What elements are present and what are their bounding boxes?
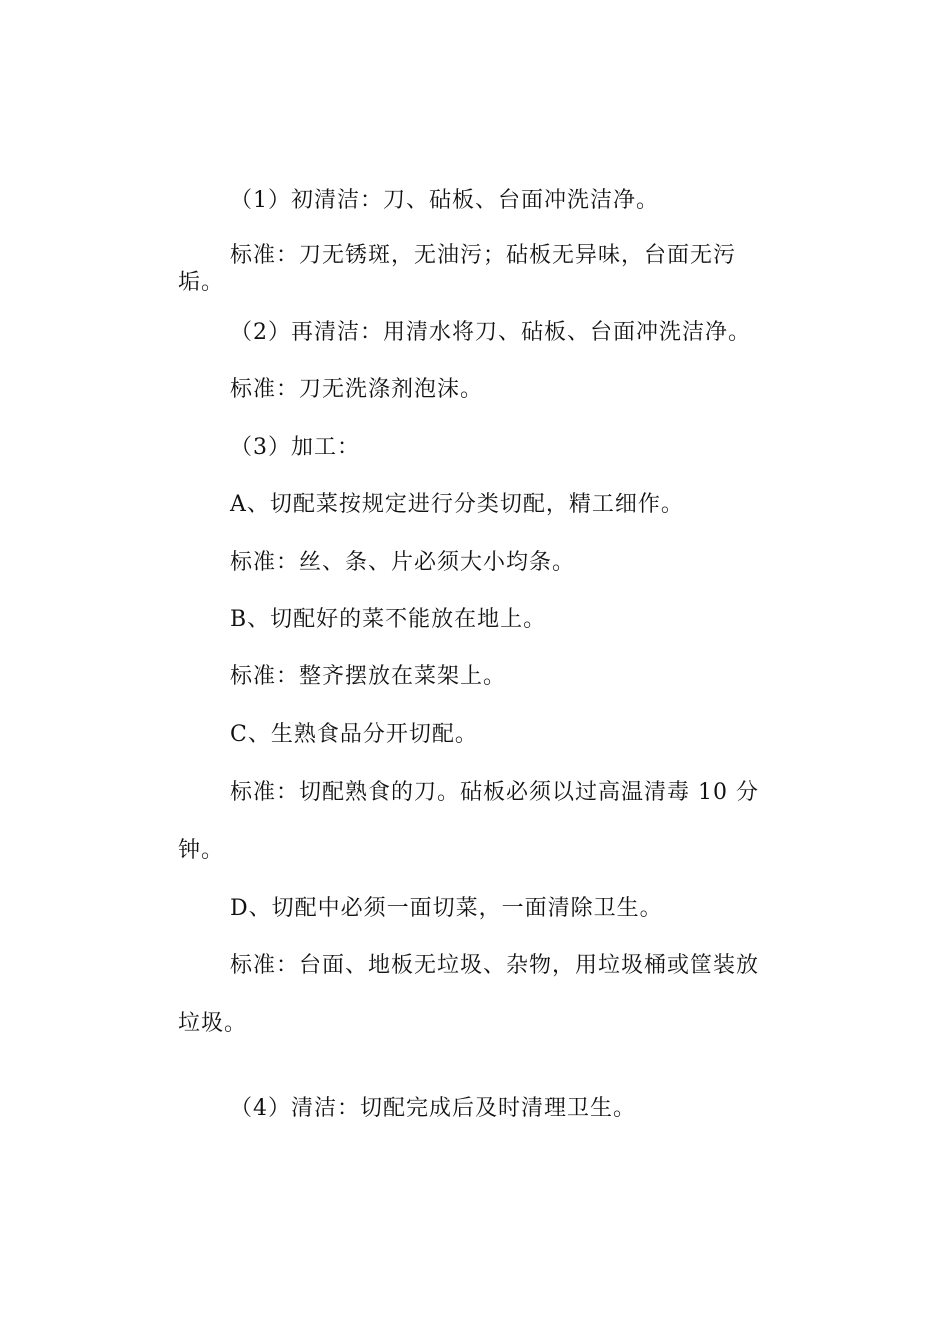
standard-b: 标准：整齐摆放在菜架上。 <box>230 664 507 689</box>
step-3-processing: （3）加工： <box>230 435 360 460</box>
item-b: B、切配好的菜不能放在地上。 <box>230 607 547 632</box>
standard-1-line-1: 标准：刀无锈斑，无油污；砧板无异味，台面无污 <box>230 243 737 268</box>
standard-a: 标准：丝、条、片必须大小均条。 <box>230 550 576 575</box>
standard-1-line-2: 垢。 <box>178 270 225 295</box>
step-4-cleaning: （4）清洁：切配完成后及时清理卫生。 <box>230 1096 636 1121</box>
step-2-recleaning: （2）再清洁：用清水将刀、砧板、台面冲洗洁净。 <box>230 320 751 345</box>
standard-d-line-2: 垃圾。 <box>178 1011 248 1036</box>
standard-2: 标准：刀无洗涤剂泡沫。 <box>230 377 484 402</box>
item-d: D、切配中必须一面切菜，一面清除卫生。 <box>230 896 663 921</box>
item-a: A、切配菜按规定进行分类切配，精工细作。 <box>230 492 684 517</box>
standard-c-line-2: 钟。 <box>178 838 225 863</box>
standard-d-line-1: 标准：台面、地板无垃圾、杂物，用垃圾桶或筐装放 <box>230 953 760 978</box>
item-c: C、生熟食品分开切配。 <box>230 722 478 747</box>
step-1-initial-cleaning: （1）初清洁：刀、砧板、台面冲洗洁净。 <box>230 188 659 213</box>
standard-c-line-1: 标准：切配熟食的刀。砧板必须以过高温清毒 10 分 <box>230 780 759 805</box>
